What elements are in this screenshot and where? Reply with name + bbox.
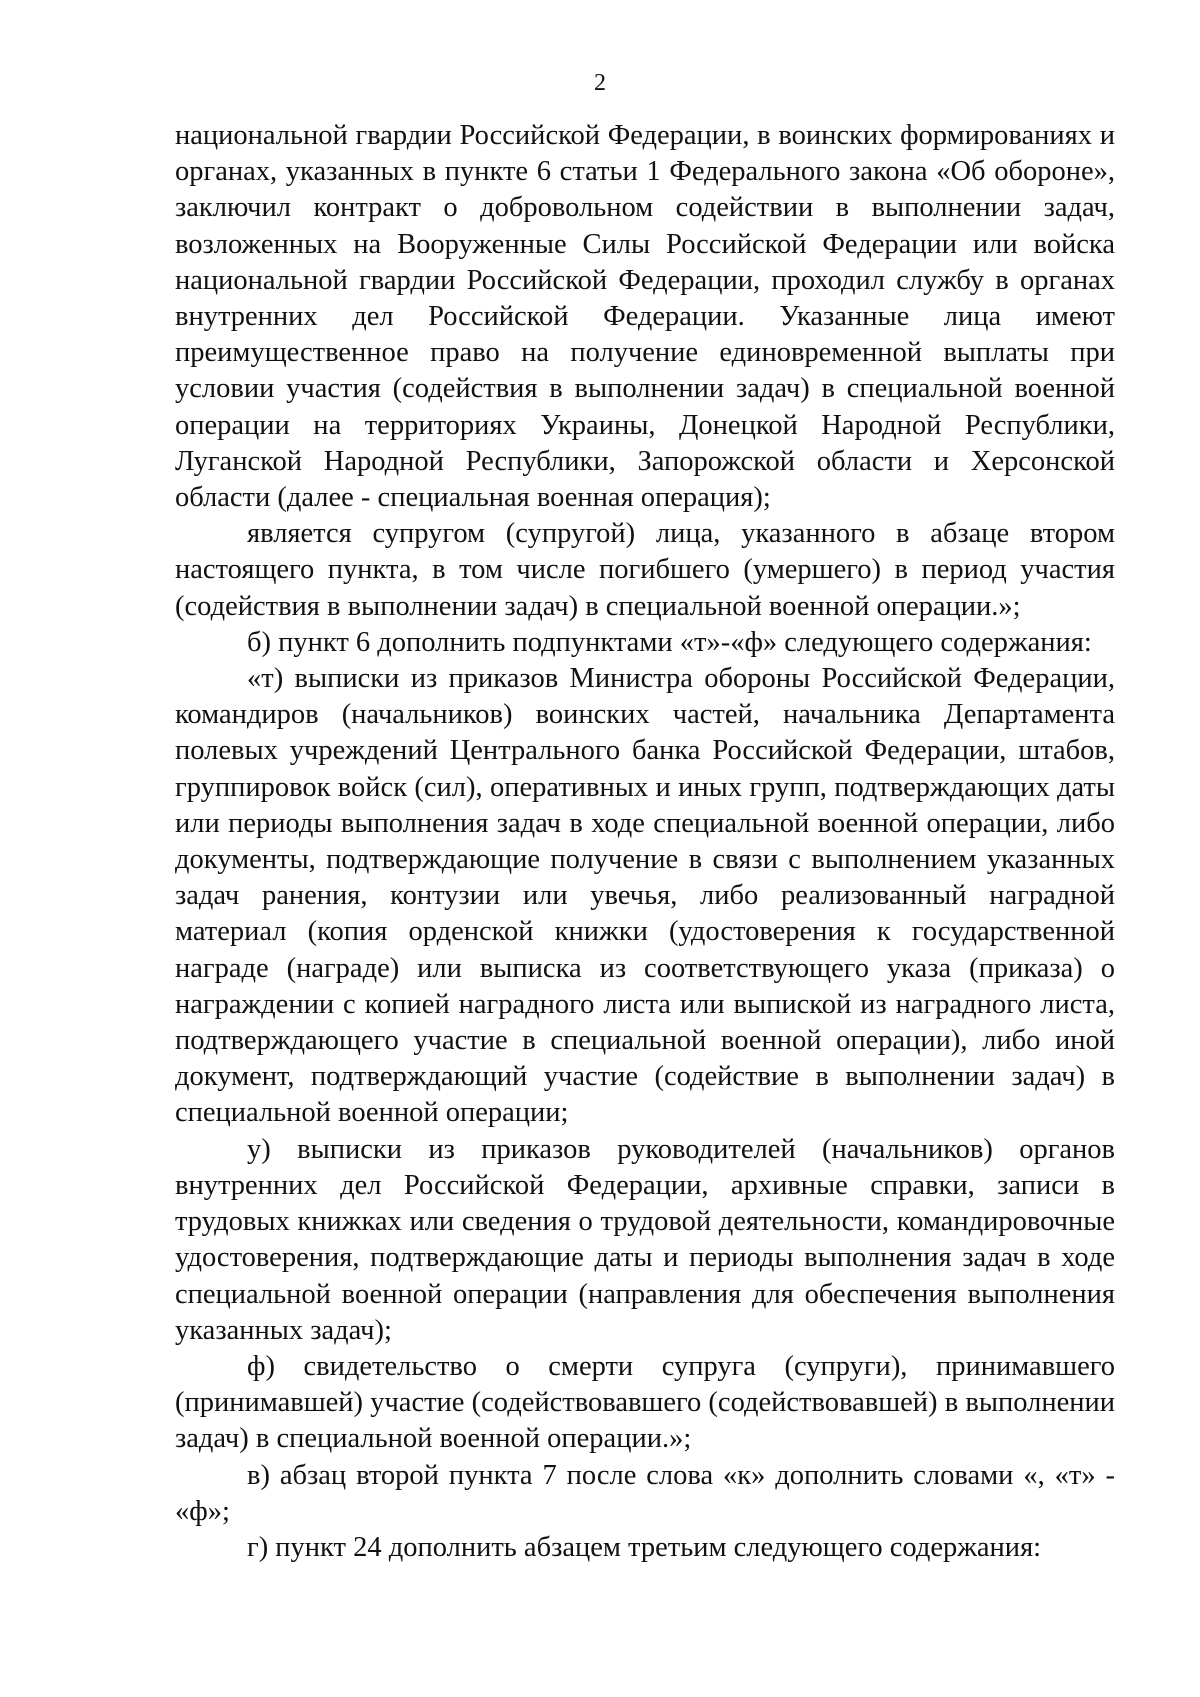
paragraph-item-v: в) абзац второй пункта 7 после слова «к» дополнить словами «, «т» - «ф»; [175, 1459, 1115, 1527]
document-body [175, 118, 1115, 1566]
paragraph-subitem-t: «т) выписки из приказов Министра обороны Российской Федерации, командиров (начальников) воинских частей, начальника Департамента полевых учреждений Центрального банка Российской Федерации, штабов, группировок войск (сил), оперативных и иных групп, подтверждающих даты или периоды выполнения задач в ходе специальной военной операции, либо документы, подтверждающие получение в связи с выполнением указанных задач ранения, контузии или увечья, либо реализованный наградной материал (копия орденской книжки (удостоверения к государственной награде (награде) или выписка из соответствующего указа (приказа) о награждении с копией наградного листа или выпиской из наградного листа, подтверждающего участие в специальной военной операции), либо иной документ, подтверждающий участие (содействие в выполнении задач) в специальной военной операции; [175, 663, 1115, 1129]
paragraph-subitem-u: у) выписки из приказов руководителей (начальников) органов внутренних дел Российской Федерации, архивные справки, записи в трудовых книжках или сведения о трудовой деятельности, командировочные удостоверения, подтверждающие даты и периоды выполнения задач в ходе специальной военной операции (направления для обеспечения выполнения указанных задач); [175, 1133, 1115, 1346]
paragraph-item-g: г) пункт 24 дополнить абзацем третьим следующего содержания: [247, 1531, 1042, 1563]
paragraph-subitem-f: ф) свидетельство о смерти супруга (супруги), принимавшего (принимавшей) участие (содействовавшего (содействовавшей) в выполнении задач) в специальной военной операции.»; [175, 1350, 1115, 1455]
page-number: 2 [594, 70, 606, 96]
paragraph-continuation: национальной гвардии Российской Федерации, в воинских формированиях и органах, указанных в пункте 6 статьи 1 Федерального закона «Об обороне», заключил контракт о добровольном содействии в выполнении задач, возложенных на Вооруженные Силы Российской Федерации или войска национальной гвардии Российской Федерации, проходил службу в органах внутренних дел Российской Федерации. Указанные лица имеют преимущественное право на получение единовременной выплаты при условии участия (содействия в выполнении задач) в специальной военной операции на территориях Украины, Донецкой Народной Республики, Луганской Народной Республики, Запорожской области и Херсонской области (далее - специальная военная операция); [175, 120, 1115, 514]
paragraph-spouse-clause: является супругом (супругой) лица, указанного в абзаце втором настоящего пункта, в том числе погибшего (умершего) в период участия (содействия в выполнении задач) в специальной военной операции.»; [175, 518, 1115, 622]
paragraph-item-b: б) пункт 6 дополнить подпунктами «т»-«ф» следующего содержания: [247, 626, 1092, 658]
